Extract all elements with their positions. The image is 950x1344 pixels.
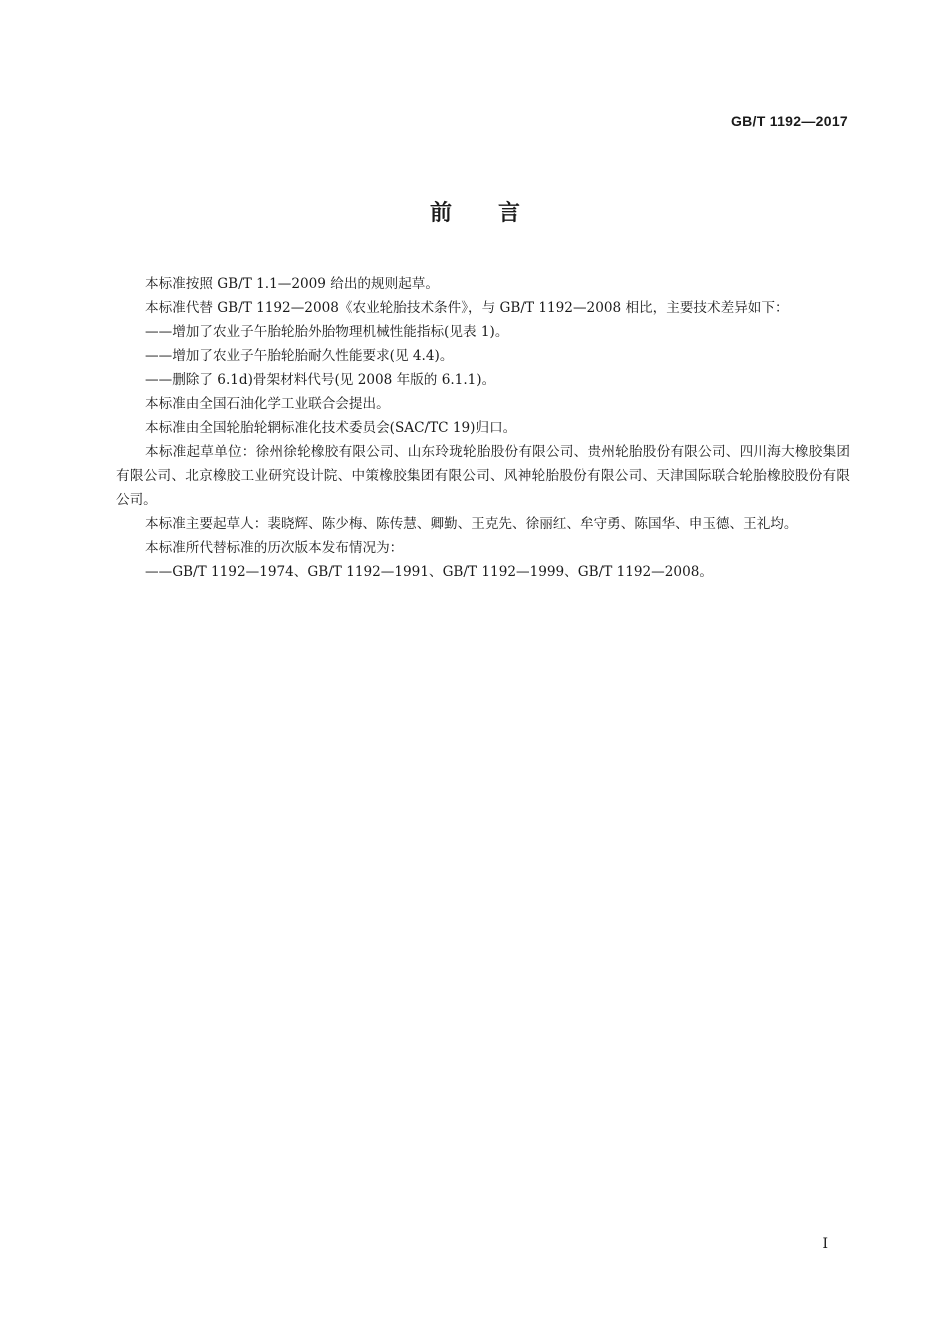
paragraph-history-intro: 本标准所代替标准的历次版本发布情况为： (145, 540, 404, 556)
paragraph-drafters: 本标准主要起草人：裴晓辉、陈少梅、陈传慧、卿勤、王克先、徐丽红、牟守勇、陈国华、申玉德、王礼均。 (145, 516, 798, 532)
page-title: 前言 (429, 201, 566, 226)
document-body (116, 272, 850, 584)
paragraph-drafting-units: 本标准起草单位：徐州徐轮橡胶有限公司、山东玲珑轮胎股份有限公司、贵州轮胎股份有限公司、四川海大橡胶集团有限公司、北京橡胶工业研究设计院、中策橡胶集团有限公司、风神轮胎股份有限公司、天津国际联合轮胎橡胶股份有限公司。 (116, 444, 850, 508)
paragraph-replacement: 本标准代替 GB/T 1192—2008《农业轮胎技术条件》，与 GB/T 1192—2008 相比，主要技术差异如下： (145, 300, 789, 316)
list-item-change-2: ——增加了农业子午胎轮胎耐久性能要求(见 4.4)。 (145, 348, 454, 364)
list-item-change-1: ——增加了农业子午胎轮胎外胎物理机械性能指标(见表 1)。 (145, 324, 509, 340)
paragraph-proposer: 本标准由全国石油化学工业联合会提出。 (145, 396, 390, 412)
page-number: I (822, 1236, 828, 1252)
paragraph-committee: 本标准由全国轮胎轮辋标准化技术委员会(SAC/TC 19)归口。 (145, 420, 517, 436)
list-item-change-3: ——删除了 6.1d)骨架材料代号(见 2008 年版的 6.1.1)。 (145, 372, 496, 388)
standard-code: GB/T 1192—2017 (730, 113, 848, 129)
paragraph-drafting-rules: 本标准按照 GB/T 1.1—2009 给出的规则起草。 (145, 276, 439, 292)
list-item-history: ——GB/T 1192—1974、GB/T 1192—1991、GB/T 1192—1999、GB/T 1192—2008。 (145, 564, 713, 580)
